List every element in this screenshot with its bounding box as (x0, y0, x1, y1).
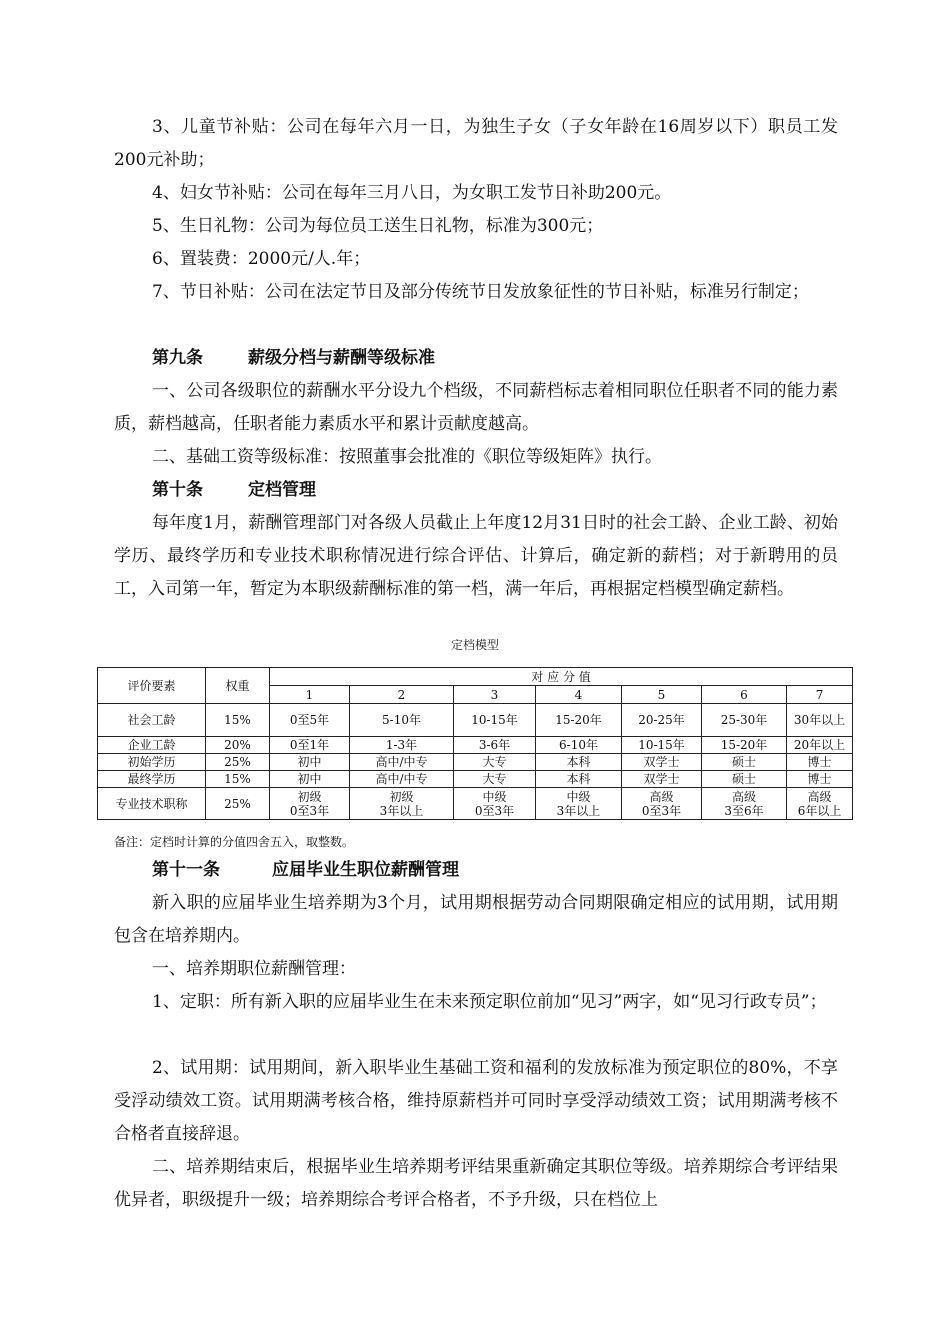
article-9-title: 薪级分档与薪酬等级标准 (248, 348, 435, 368)
header-weight: 权重 (206, 668, 270, 704)
table-row (98, 754, 853, 771)
article-10-number: 第十条 (152, 480, 203, 500)
row-factor: 企业工龄 (98, 737, 206, 754)
header-scores: 对 应 分 值 (270, 668, 853, 686)
row-cell: 初级 0至3年 (270, 788, 350, 820)
row-cell: 初级 3年以上 (350, 788, 454, 820)
paragraph-womens-day-allowance: 4、妇女节补贴：公司在每年三月八日，为女职工发节日补助200元。 (152, 183, 672, 203)
paragraph-birthday-gift: 5、生日礼物：公司为每位员工送生日礼物，标准为300元； (152, 216, 604, 236)
row-weight: 15% (206, 771, 270, 788)
table-note: 备注：定档时计算的分值四舍五入，取整数。 (114, 835, 355, 849)
row-cell: 0至5年 (270, 704, 350, 737)
row-factor: 社会工龄 (98, 704, 206, 737)
score-column: 6 (702, 686, 787, 704)
header-factor: 评价要素 (98, 668, 206, 704)
score-column: 2 (350, 686, 454, 704)
article-11-title: 应届毕业生职位薪酬管理 (272, 860, 459, 880)
row-cell: 初中 (270, 754, 350, 771)
article-11-paragraph-4: 2、试用期：试用期间，新入职毕业生基础工资和福利的发放标准为预定职位的80%，不享受浮动绩效工资。试用期满考核合格，维持原薪档并可同时享受浮动绩效工资；试用期满考核不合格者直接辞退。 (114, 1058, 838, 1144)
row-cell: 硕士 (702, 754, 787, 771)
row-cell: 博士 (787, 771, 853, 788)
article-11-paragraph-2: 一、培养期职位薪酬管理： (152, 959, 356, 979)
score-column: 5 (622, 686, 702, 704)
score-column: 4 (536, 686, 622, 704)
article-10-title: 定档管理 (248, 480, 316, 500)
row-cell: 高级 6年以上 (787, 788, 853, 820)
row-cell: 高级 3至6年 (702, 788, 787, 820)
table-row (98, 771, 853, 788)
article-9-paragraph-2: 二、基础工资等级标准：按照董事会批准的《职位等级矩阵》执行。 (152, 447, 662, 467)
row-cell: 双学士 (622, 771, 702, 788)
row-cell: 博士 (787, 754, 853, 771)
row-cell: 25-30年 (702, 704, 787, 737)
row-factor: 初始学历 (98, 754, 206, 771)
table-row (98, 788, 853, 820)
row-cell: 5-10年 (350, 704, 454, 737)
table-row (98, 737, 853, 754)
row-cell: 30年以上 (787, 704, 853, 737)
article-11-paragraph-1: 新入职的应届毕业生培养期为3个月，试用期根据劳动合同期限确定相应的试用期，试用期包含在培养期内。 (114, 893, 838, 946)
paragraph-clothing-fee: 6、置装费：2000元/人.年； (152, 249, 371, 269)
article-11-paragraph-5: 二、培养期结束后，根据毕业生培养期考评结果重新确定其职位等级。培养期综合考评结果优异者，职级提升一级；培养期综合考评合格者，不予升级，只在档位上 (114, 1157, 838, 1210)
row-cell: 6-10年 (536, 737, 622, 754)
row-cell: 高级 0至3年 (622, 788, 702, 820)
article-10-heading (114, 474, 838, 507)
article-11-heading (114, 854, 838, 887)
article-11-number: 第十一条 (152, 860, 220, 880)
grading-model-table (97, 667, 853, 820)
row-weight: 15% (206, 704, 270, 737)
score-column: 1 (270, 686, 350, 704)
row-cell: 本科 (536, 754, 622, 771)
article-9-paragraph-1: 一、公司各级职位的薪酬水平分设九个档级，不同薪档标志着相同职位任职者不同的能力素质，薪档越高，任职者能力素质水平和累计贡献度越高。 (114, 381, 838, 434)
row-cell: 1-3年 (350, 737, 454, 754)
row-cell: 中级 0至3年 (454, 788, 536, 820)
row-cell: 双学士 (622, 754, 702, 771)
table-row (98, 704, 853, 737)
score-column: 3 (454, 686, 536, 704)
row-cell: 20年以上 (787, 737, 853, 754)
row-cell: 硕士 (702, 771, 787, 788)
row-factor: 最终学历 (98, 771, 206, 788)
row-cell: 高中/中专 (350, 771, 454, 788)
row-cell: 大专 (454, 771, 536, 788)
article-9-number: 第九条 (152, 348, 203, 368)
row-cell: 10-15年 (454, 704, 536, 737)
paragraph-children-day-allowance: 3、儿童节补贴：公司在每年六月一日，为独生子女（子女年龄在16周岁以下）职员工发200元补助； (114, 117, 838, 170)
article-10-paragraph-1: 每年度1月，薪酬管理部门对各级人员截止上年度12月31日时的社会工龄、企业工龄、初始学历、最终学历和专业技术职称情况进行综合评估、计算后，确定新的薪档；对于新聘用的员工，入司第一年，暂定为本职级薪酬标准的第一档，满一年后，再根据定档模型确定薪档。 (114, 513, 838, 599)
row-cell: 大专 (454, 754, 536, 771)
score-column: 7 (787, 686, 853, 704)
row-cell: 3-6年 (454, 737, 536, 754)
paragraph-holiday-allowance: 7、节日补贴：公司在法定节日及部分传统节日发放象征性的节日补贴，标准另行制定； (152, 282, 809, 302)
row-cell: 中级 3年以上 (536, 788, 622, 820)
row-weight: 25% (206, 754, 270, 771)
row-cell: 15-20年 (536, 704, 622, 737)
article-11-paragraph-3: 1、定职：所有新入职的应届毕业生在未来预定职位前加“见习”两字，如“见习行政专员”； (152, 992, 827, 1012)
row-cell: 15-20年 (702, 737, 787, 754)
row-cell: 初中 (270, 771, 350, 788)
row-weight: 20% (206, 737, 270, 754)
row-cell: 10-15年 (622, 737, 702, 754)
table-caption: 定档模型 (450, 638, 499, 652)
row-cell: 20-25年 (622, 704, 702, 737)
row-factor: 专业技术职称 (98, 788, 206, 820)
row-cell: 高中/中专 (350, 754, 454, 771)
article-9-heading (114, 342, 838, 375)
row-weight: 25% (206, 788, 270, 820)
row-cell: 0至1年 (270, 737, 350, 754)
row-cell: 本科 (536, 771, 622, 788)
